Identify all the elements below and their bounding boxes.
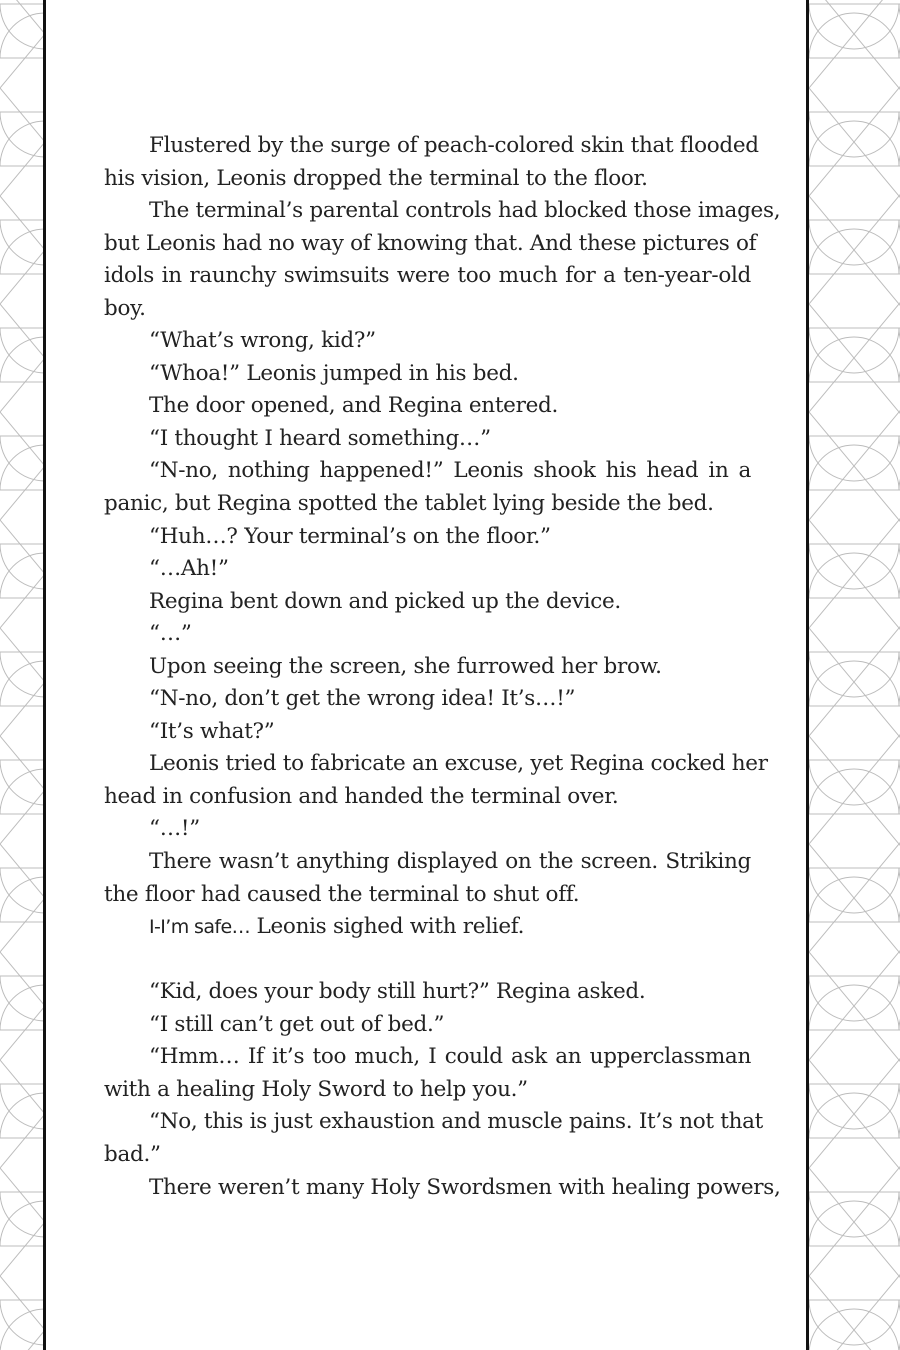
paragraph xyxy=(104,390,751,423)
text-line: his vision, Leonis dropped the terminal to the floor. xyxy=(104,165,648,191)
text-line: “…Ah!” xyxy=(149,556,229,582)
paragraph xyxy=(104,1172,781,1205)
paragraph xyxy=(104,195,781,325)
paragraph xyxy=(104,130,759,195)
paragraph xyxy=(104,716,751,749)
text-line: “N-no, nothing happened!” Leonis shook his head in a xyxy=(149,458,751,484)
text-line: Leonis tried to fabricate an excuse, yet Regina cocked her xyxy=(149,751,768,777)
paragraph xyxy=(104,1106,764,1171)
text-line: “Kid, does your body still hurt?” Regina asked. xyxy=(149,979,646,1005)
paragraph xyxy=(104,683,751,716)
text-line: bad.” xyxy=(104,1141,161,1167)
paragraph xyxy=(104,358,751,391)
text-line: “…” xyxy=(149,621,192,647)
text-line: There wasn’t anything displayed on the screen. Striking xyxy=(149,849,751,875)
paragraph xyxy=(104,553,751,586)
text-line: “I still can’t get out of bed.” xyxy=(149,1011,445,1037)
paragraph xyxy=(104,813,751,846)
page-border-right xyxy=(806,0,809,1350)
page-border-left xyxy=(43,0,46,1350)
text-line: Regina bent down and picked up the device. xyxy=(149,588,621,614)
text-line: the floor had caused the terminal to shut off. xyxy=(104,881,580,907)
page-body-text xyxy=(104,130,781,1204)
text-line: “No, this is just exhaustion and muscle pains. It’s not that xyxy=(149,1109,764,1135)
text-line: “I thought I heard something…” xyxy=(149,425,491,451)
text-line: There weren’t many Holy Swordsmen with healing powers, xyxy=(149,1174,781,1200)
scene-break xyxy=(104,944,751,977)
text-line: “Whoa!” Leonis jumped in his bed. xyxy=(149,360,519,386)
paragraph xyxy=(104,325,751,358)
paragraph xyxy=(104,748,768,813)
text-line: boy. xyxy=(104,295,146,321)
text-line: “N-no, don’t get the wrong idea! It’s…!” xyxy=(149,686,576,712)
text-line: The terminal’s parental controls had blocked those images, xyxy=(149,198,781,224)
text-line: “Huh…? Your terminal’s on the floor.” xyxy=(149,523,551,549)
text-line: Flustered by the surge of peach-colored skin that flooded xyxy=(149,133,759,158)
text-line: “What’s wrong, kid?” xyxy=(149,328,376,354)
paragraph xyxy=(104,651,751,684)
paragraph xyxy=(104,586,751,619)
text-line: but Leonis had no way of knowing that. And these pictures of xyxy=(104,230,757,256)
paragraph xyxy=(104,846,751,911)
paragraph xyxy=(104,911,751,944)
text-line xyxy=(104,911,751,944)
paragraph xyxy=(104,618,751,651)
inner-thought: I-I’m safe… xyxy=(149,916,250,939)
paragraph xyxy=(104,423,751,456)
paragraph xyxy=(104,1041,751,1106)
decorative-border-pattern-left xyxy=(0,0,45,1350)
paragraph xyxy=(104,1009,751,1042)
decorative-border-pattern-right xyxy=(809,0,900,1350)
paragraph xyxy=(104,521,751,554)
text-line: idols in raunchy swimsuits were too much for a ten-year-old xyxy=(104,263,751,289)
text-line: with a healing Holy Sword to help you.” xyxy=(104,1076,528,1102)
text-line: “Hmm… If it’s too much, I could ask an upperclassman xyxy=(149,1044,751,1070)
text-line: head in confusion and handed the terminal over. xyxy=(104,783,619,809)
paragraph xyxy=(104,455,751,520)
text-run: Leonis sighed with relief. xyxy=(249,914,525,940)
text-line: “It’s what?” xyxy=(149,718,275,744)
text-line: “…!” xyxy=(149,816,200,842)
text-line: Upon seeing the screen, she furrowed her brow. xyxy=(149,653,662,679)
text-line: panic, but Regina spotted the tablet lying beside the bed. xyxy=(104,491,714,517)
text-line: The door opened, and Regina entered. xyxy=(149,393,558,419)
paragraph xyxy=(104,976,751,1009)
